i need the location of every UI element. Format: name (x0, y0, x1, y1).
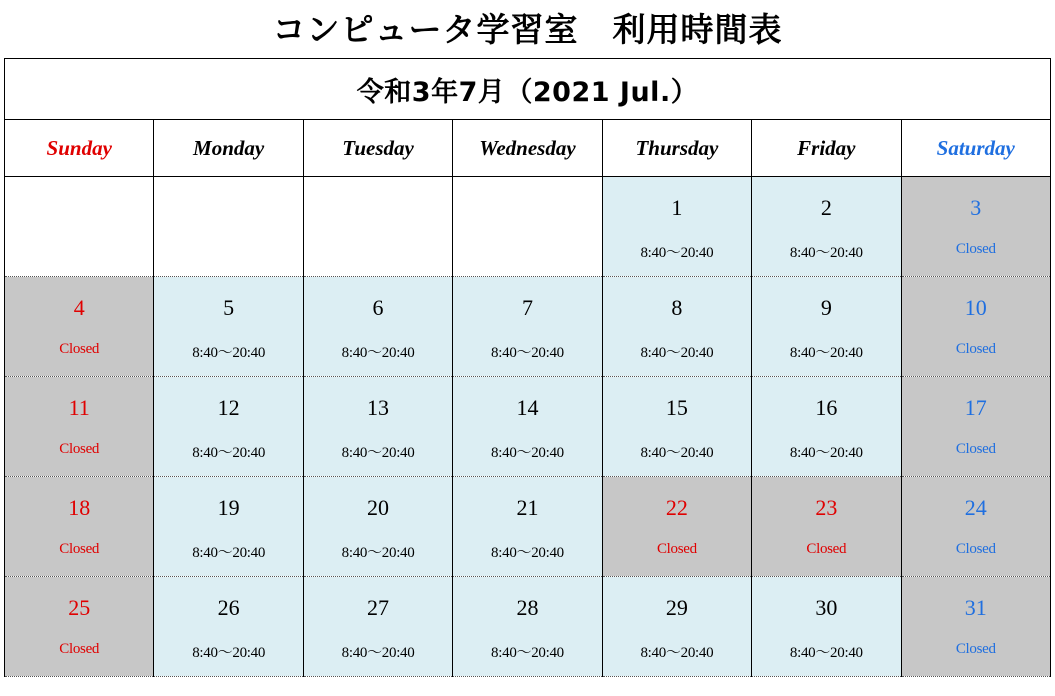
day-cell (453, 577, 602, 677)
day-note: 8:40〜20:40 (341, 445, 415, 462)
weekday-header-row (5, 120, 1051, 177)
day-number: 22 (665, 495, 688, 521)
day-number: 13 (367, 395, 390, 421)
day-note: 8:40〜20:40 (789, 445, 863, 462)
day-cell (154, 477, 303, 577)
day-note: 8:40〜20:40 (640, 645, 714, 662)
day-cell (602, 577, 751, 677)
day-note: 8:40〜20:40 (341, 545, 415, 562)
day-number: 10 (964, 295, 987, 321)
day-number (453, 177, 601, 197)
day-number: 9 (820, 295, 832, 321)
day-note: 8:40〜20:40 (491, 645, 564, 662)
day-cell (901, 177, 1050, 277)
day-cell (5, 477, 154, 577)
month-subtitle: 令和3年7月（2021 Jul.） (5, 59, 1051, 120)
day-cell (303, 177, 452, 277)
day-note: Closed (59, 341, 100, 358)
day-number: 4 (73, 295, 85, 321)
weekday-header-saturday: Saturday (901, 120, 1050, 177)
day-note: Closed (59, 641, 100, 658)
day-number (304, 177, 452, 197)
calendar-week-row (5, 577, 1051, 677)
day-note: Closed (806, 541, 847, 558)
day-cell (154, 277, 303, 377)
day-cell (154, 577, 303, 677)
day-note: Closed (955, 241, 996, 258)
day-number: 7 (521, 295, 533, 321)
day-note: 8:40〜20:40 (341, 645, 415, 662)
day-note: 8:40〜20:40 (789, 345, 863, 362)
day-number: 15 (665, 395, 688, 421)
day-number: 28 (516, 595, 539, 621)
day-number: 23 (815, 495, 838, 521)
day-number: 6 (372, 295, 384, 321)
calendar-week-row (5, 377, 1051, 477)
day-cell (154, 377, 303, 477)
day-note: 8:40〜20:40 (192, 345, 266, 362)
day-cell (901, 277, 1050, 377)
day-number: 20 (367, 495, 390, 521)
day-cell (901, 577, 1050, 677)
weekday-header-tuesday: Tuesday (303, 120, 452, 177)
day-cell (901, 377, 1050, 477)
day-note: 8:40〜20:40 (640, 345, 714, 362)
day-cell (901, 477, 1050, 577)
day-number (5, 177, 153, 197)
day-note: 8:40〜20:40 (192, 645, 266, 662)
day-note: 8:40〜20:40 (491, 345, 564, 362)
day-cell (602, 177, 751, 277)
day-note: 8:40〜20:40 (192, 445, 266, 462)
subtitle-row (5, 59, 1051, 120)
day-note: Closed (955, 541, 996, 558)
day-number: 18 (68, 495, 91, 521)
day-cell (154, 177, 303, 277)
day-cell (453, 377, 602, 477)
day-number: 3 (970, 195, 982, 221)
day-cell (752, 177, 901, 277)
calendar-week-row (5, 277, 1051, 377)
day-cell (752, 277, 901, 377)
day-note: 8:40〜20:40 (192, 545, 266, 562)
day-note: Closed (955, 441, 996, 458)
day-number: 26 (217, 595, 240, 621)
day-cell (5, 277, 154, 377)
weekday-header-wednesday: Wednesday (453, 120, 602, 177)
calendar-table (4, 58, 1051, 677)
day-note: 8:40〜20:40 (789, 245, 863, 262)
day-note: 8:40〜20:40 (491, 445, 564, 462)
day-number: 17 (964, 395, 987, 421)
day-note: 8:40〜20:40 (341, 345, 415, 362)
day-cell (752, 577, 901, 677)
day-cell (5, 577, 154, 677)
day-note: Closed (656, 541, 697, 558)
day-cell (5, 377, 154, 477)
day-note: 8:40〜20:40 (640, 245, 714, 262)
day-note: 8:40〜20:40 (640, 445, 714, 462)
weekday-header-thursday: Thursday (602, 120, 751, 177)
day-number: 16 (815, 395, 838, 421)
day-cell (453, 477, 602, 577)
calendar-week-row (5, 477, 1051, 577)
day-cell (602, 377, 751, 477)
day-number: 27 (367, 595, 390, 621)
day-cell (5, 177, 154, 277)
calendar-week-row (5, 177, 1051, 277)
day-number: 1 (671, 195, 683, 221)
day-cell (602, 277, 751, 377)
day-number: 31 (964, 595, 987, 621)
day-number: 29 (665, 595, 688, 621)
day-note: Closed (955, 641, 996, 658)
page-title: コンピュータ学習室 利用時間表 (272, 10, 783, 49)
day-cell (752, 477, 901, 577)
day-number: 24 (964, 495, 987, 521)
day-cell (303, 377, 452, 477)
day-cell (303, 477, 452, 577)
day-cell (453, 177, 602, 277)
day-number: 25 (68, 595, 91, 621)
day-number: 11 (68, 395, 90, 421)
day-number: 21 (516, 495, 539, 521)
day-number: 5 (223, 295, 235, 321)
day-cell (303, 277, 452, 377)
day-number: 30 (815, 595, 838, 621)
weekday-header-sunday: Sunday (5, 120, 154, 177)
day-note: 8:40〜20:40 (491, 545, 564, 562)
weekday-header-monday: Monday (154, 120, 303, 177)
day-cell (303, 577, 452, 677)
day-number: 8 (671, 295, 683, 321)
day-number: 12 (217, 395, 240, 421)
day-note: Closed (59, 541, 100, 558)
day-note: Closed (59, 441, 100, 458)
day-number: 2 (820, 195, 832, 221)
day-number: 14 (516, 395, 539, 421)
day-cell (453, 277, 602, 377)
day-cell (752, 377, 901, 477)
day-note: Closed (955, 341, 996, 358)
day-note: 8:40〜20:40 (789, 645, 863, 662)
weekday-header-friday: Friday (752, 120, 901, 177)
day-cell (602, 477, 751, 577)
day-number (154, 177, 302, 197)
day-number: 19 (217, 495, 240, 521)
